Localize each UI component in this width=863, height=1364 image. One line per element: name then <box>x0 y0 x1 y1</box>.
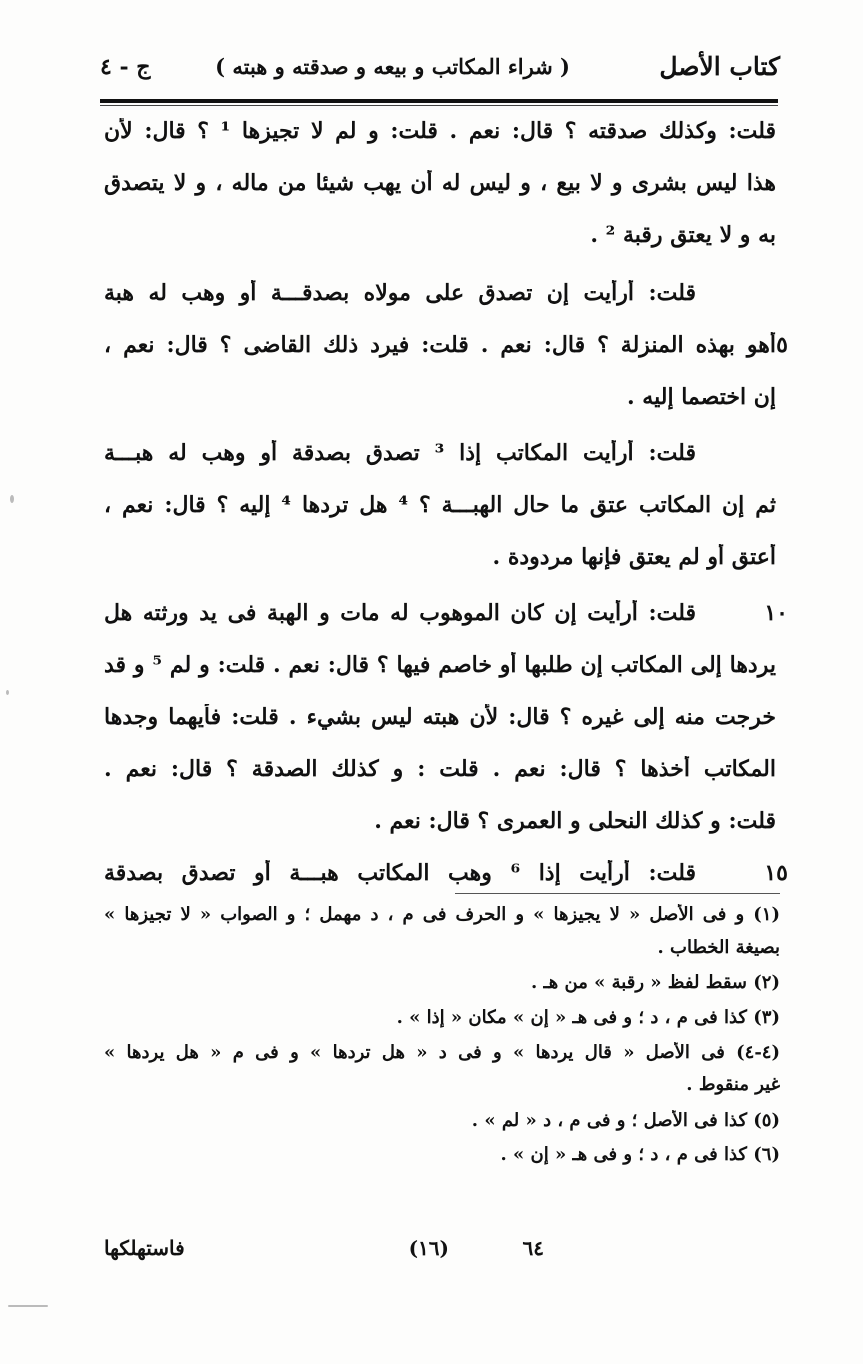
text-line: قلت: أرأيت إن كان الموهوب له مات و الهبة فى يد ورثته هل <box>104 600 696 626</box>
book-title: كتاب الأصل <box>659 52 780 81</box>
page-number: ٦٤ <box>522 1236 544 1260</box>
text-line: أهو بهذه المنزلة ؟ قال: نعم . قلت: فيرد ذلك القاضى ؟ قال: نعم ، <box>104 332 776 358</box>
sheet-number: (١٦) <box>408 1236 449 1260</box>
text-line: قلت: أرأيت إذا ⁶ وهب المكاتب هبـــة أو تصدق بصدقة <box>104 860 696 886</box>
footnote-line: (٢) سقط لفظ « رقبة » من هـ . <box>530 972 780 993</box>
footnote-line: (٦) كذا فى م ، د ؛ و فى هـ « إن » . <box>500 1144 780 1165</box>
footnote-line: (١) و فى الأصل « لا يجيزها » و الحرف فى م ، د مهمل ؛ و الصواب « لا تجيزها » <box>104 904 780 925</box>
text-line: قلت: أرأيت المكاتب إذا ³ تصدق بصدقة أو وهب له هبـــة <box>104 440 696 466</box>
scan-speck <box>10 495 14 503</box>
header-rule-thin <box>100 105 778 106</box>
text-line: به و لا يعتق رقبة ² . <box>590 222 776 248</box>
header-rule <box>100 99 778 103</box>
text-line: قلت: أرأيت إن تصدق على مولاه بصدقـــة أو وهب له هبة <box>104 280 696 306</box>
text-line: إن اختصما إليه . <box>626 384 776 410</box>
volume-number: ج - ٤ <box>100 54 151 80</box>
text-line: أعتق أو لم يعتق فإنها مردودة . <box>492 544 776 570</box>
text-line: هذا ليس بشرى و لا بيع ، و ليس له أن يهب شيئا من ماله ، و لا يتصدق <box>104 170 776 196</box>
scan-speck <box>8 1305 48 1307</box>
line-number: ٥ <box>776 332 788 358</box>
text-line: خرجت منه إلى غيره ؟ قال: لأن هبته ليس بشيء . قلت: فأيهما وجدها <box>104 704 776 730</box>
scan-speck <box>6 690 9 695</box>
running-header <box>100 52 780 92</box>
footnote-line: (٣) كذا فى م ، د ؛ و فى هـ « إن » مكان « إذا » . <box>396 1007 780 1028</box>
text-line: ثم إن المكاتب عتق ما حال الهبـــة ؟ ⁴ هل تردها ⁴ إليه ؟ قال: نعم ، <box>104 492 776 518</box>
text-line: قلت: وكذلك صدقته ؟ قال: نعم . قلت: و لم لا تجيزها ¹ ؟ قال: لأن <box>104 118 776 144</box>
footnote-line: (٥) كذا فى الأصل ؛ و فى م ، د « لم » . <box>471 1110 780 1131</box>
text-line: يردها إلى المكاتب إن طلبها أو خاصم فيها ؟ قال: نعم . قلت: و لم ⁵ و قد <box>104 652 776 678</box>
footnote-line: بصيغة الخطاب . <box>657 937 780 958</box>
footnote-line: غير منقوط . <box>686 1074 780 1095</box>
line-number: ١٠ <box>764 600 788 626</box>
footnote-line: (٤-٤) فى الأصل « قال يردها » و فى د « هل تردها » و فى م « هل يردها » <box>104 1042 780 1063</box>
catchword: فاستهلكها <box>104 1236 185 1260</box>
page-footer <box>104 1236 664 1272</box>
text-line: قلت: و كذلك النحلى و العمرى ؟ قال: نعم . <box>374 808 776 834</box>
text-line: المكاتب أخذها ؟ قال: نعم . قلت : و كذلك الصدقة ؟ قال: نعم . <box>104 756 776 782</box>
section-title: ( شراء المكاتب و بيعه و صدقته و هبته ) <box>215 54 570 79</box>
line-number: ١٥ <box>764 860 788 886</box>
footnote-separator <box>455 893 780 894</box>
